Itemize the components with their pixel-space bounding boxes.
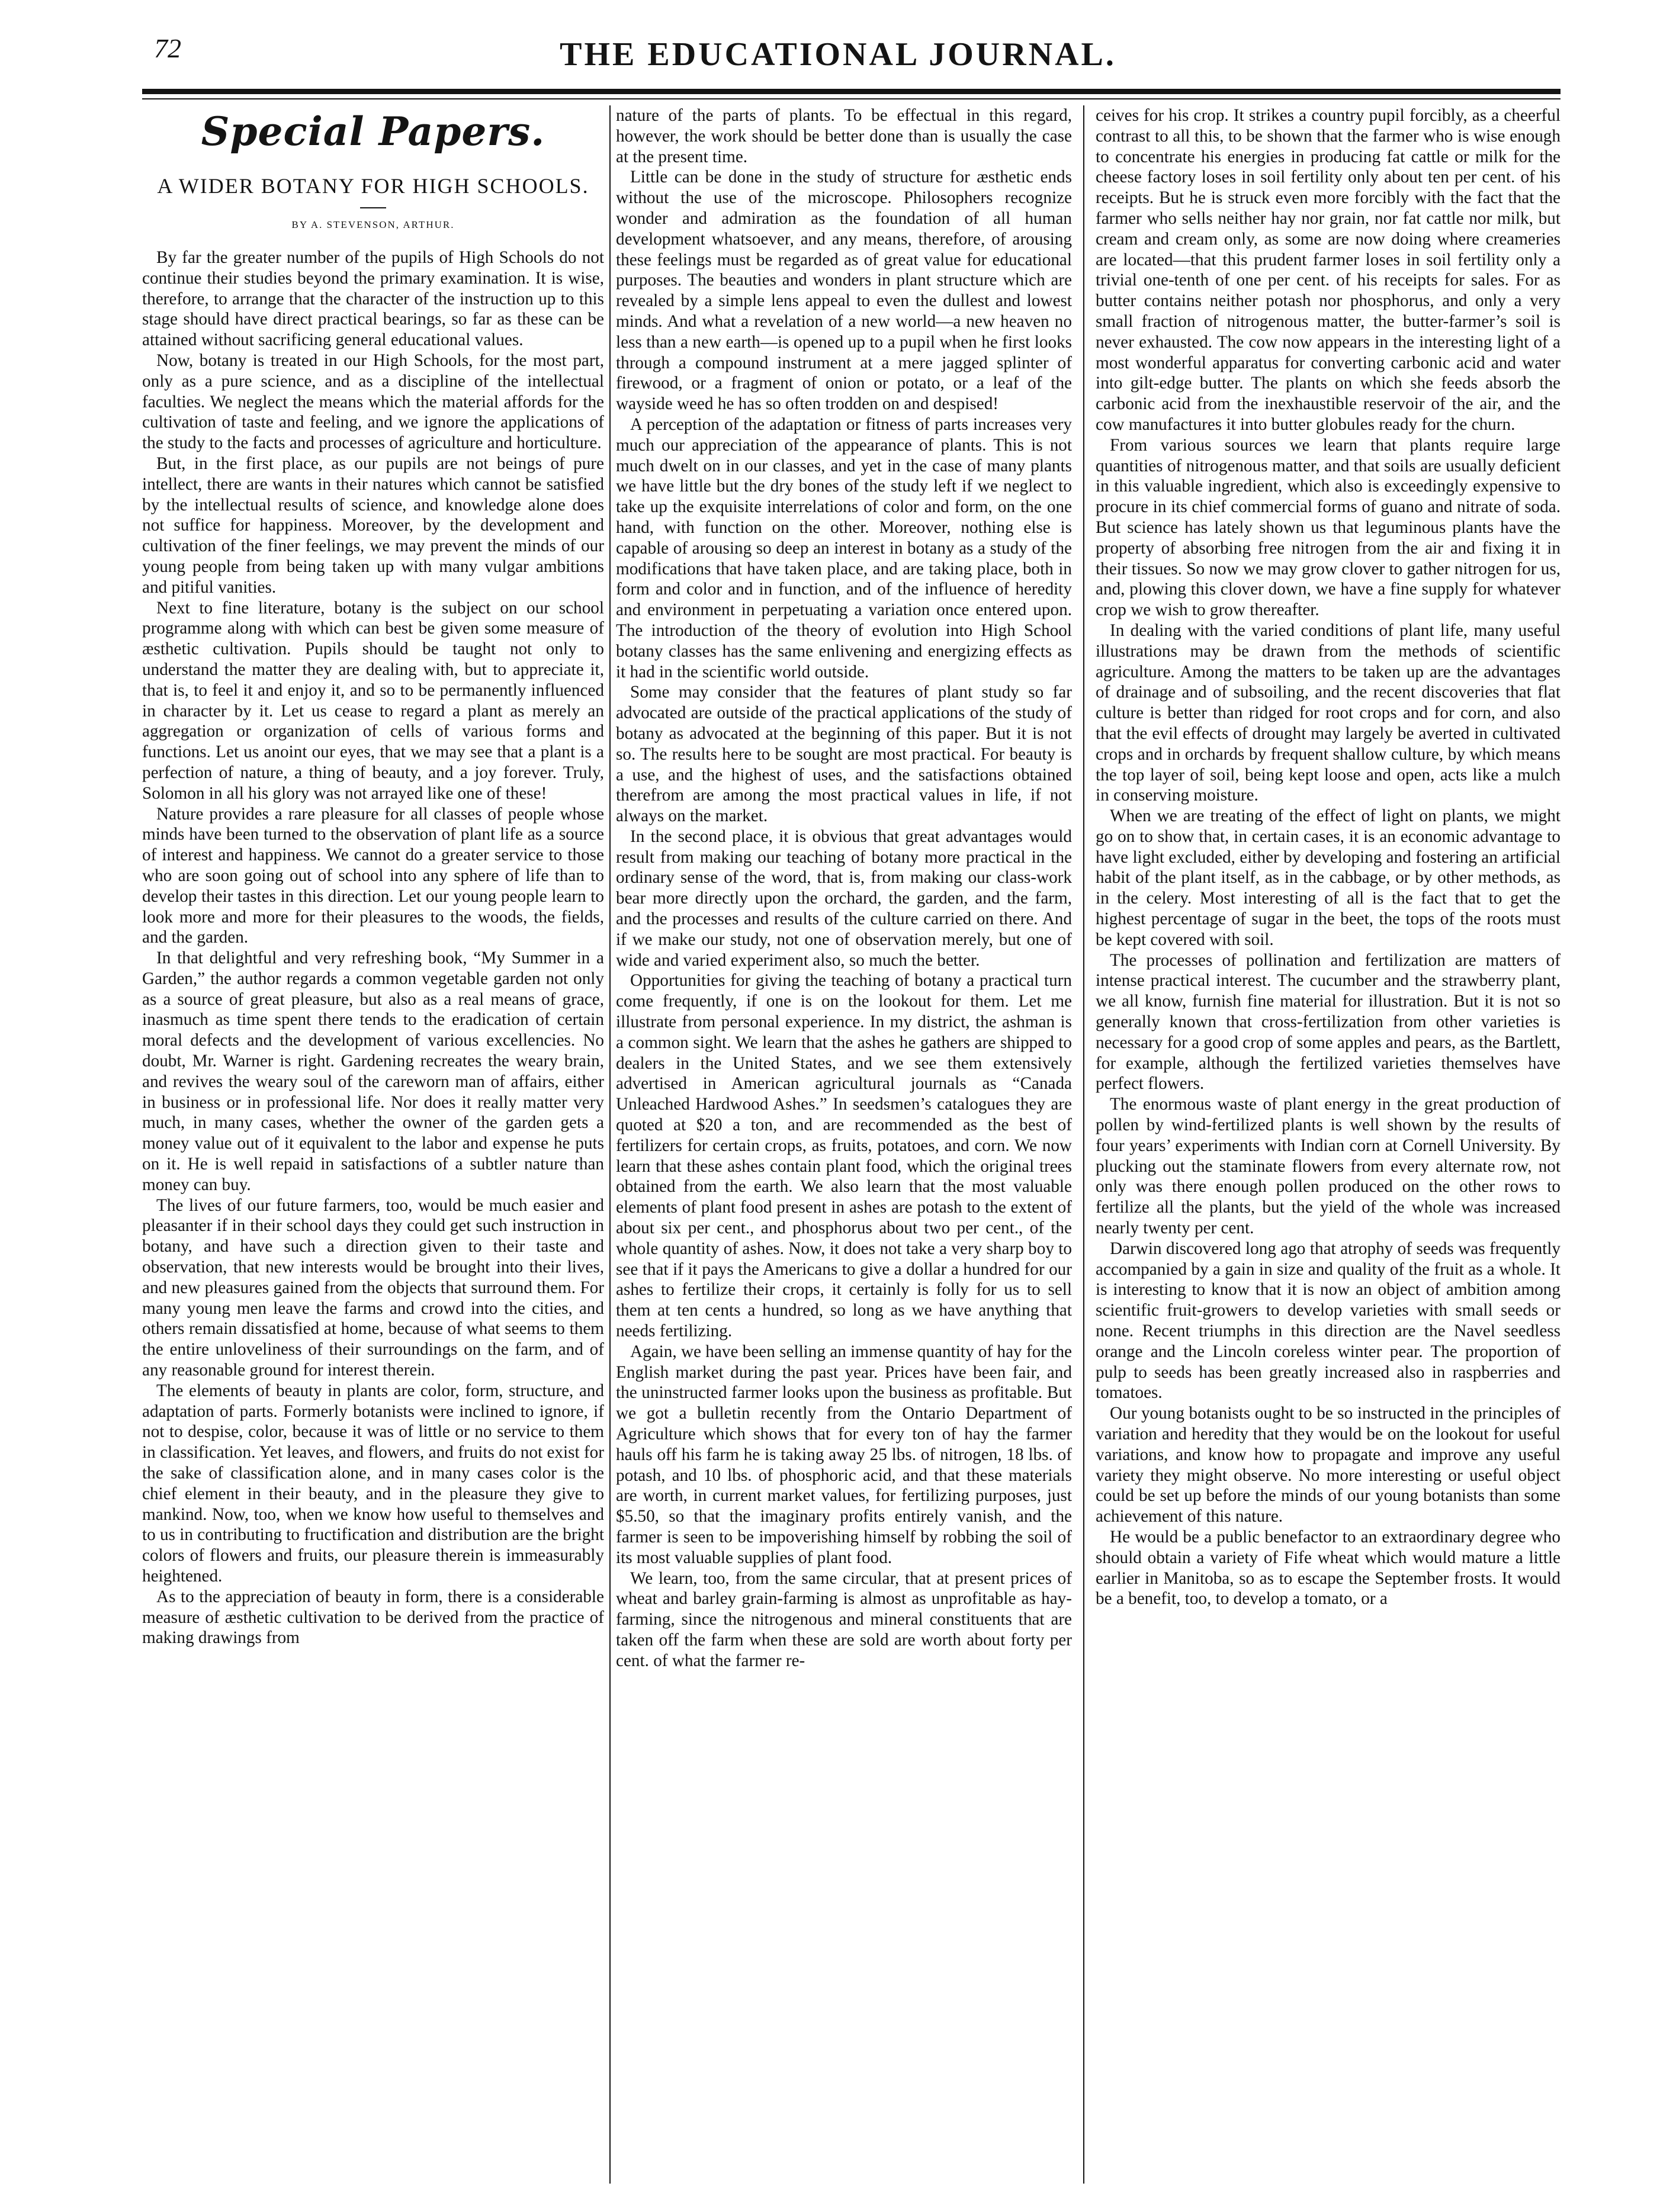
- article-byline: BY A. STEVENSON, ARTHUR.: [291, 219, 455, 230]
- column-1: [142, 105, 604, 2190]
- paragraph: He would be a public benefactor to an extraordinary degree who should obtain a variety of Fife wheat which would mature a little earlier in Manitoba, so as to escape the September frosts. It would be a benefit, too, to develop a tomato, or a: [1096, 1527, 1561, 1609]
- paragraph: Some may consider that the features of plant study so far advocated are outside of the practical applications of the study of botany as advocated at the beginning of this paper. But it is not so. The results here to be sought are most practical. For beauty is a use, and the highest of uses, and the satisfactions obtained therefrom are among the most practical values in life, if not always on the market.: [616, 683, 1072, 826]
- paragraph: We learn, too, from the same circular, that at present prices of wheat and barley grain-farming is almost as unprofitable as hay-farming, since the nitrogenous and mineral constituents that are taken off the farm when these are sold are worth about forty per cent. of what the farmer re-: [616, 1568, 1072, 1670]
- page-number: 72: [154, 33, 181, 63]
- paragraph: As to the appreciation of beauty in form, there is a considerable measure of æsthetic cultivation to be derived from the practice of making drawings from: [142, 1587, 604, 1648]
- column-divider: [1083, 105, 1084, 2184]
- section-heading: Special Papers.: [201, 108, 545, 155]
- paragraph: Nature provides a rare pleasure for all classes of people whose minds have been turned to the observation of plant life as a source of interest and happiness. We cannot do a greater service to those who are soon going out of school into any sphere of life than to develop their tastes in this direction. Let our young people learn to look more and more for their pleasures to the woods, the fields, and the garden.: [142, 804, 604, 947]
- paragraph: nature of the parts of plants. To be effectual in this regard, however, the work should be better done than is usually the case at the present time.: [616, 106, 1072, 166]
- paragraph: Little can be done in the study of structure for æsthetic ends without the use of the microscope. Philosophers recognize wonder and admiration as the foundation of all human development whatsoever, and any means, therefore, of arousing these feelings must be regarded as of great value for educational purposes. The beauties and wonders in plant structure which are revealed by a simple lens appeal to even the dullest and lowest minds. And what a revelation of a new world—a new heaven no less than a new earth—is opened up to a pupil when he first looks through a compound instrument at a mere jagged splinter of firewood, or a fragment of onion or potato, or a leaf of the wayside weed he has so often trodden on and despised!: [616, 168, 1072, 414]
- paragraph: A perception of the adaptation or fitness of parts increases very much our appreciation of the appearance of plants. This is not much dwelt on in our classes, and yet in the case of many plants we have little but the dry bones of the study left if we neglect to take up the exquisite interrelations of color and form, on the one hand, with function on the other. Moreover, nothing else is capable of arousing so deep an interest in botany as a study of the modifications that have taken place, and are taking place, both in form and color and in function, and of the influence of heredity and environment in perpetuating a variation once entered upon. The introduction of the theory of evolution into High School botany classes has the same enlivening and energizing effects as it had in the scientific world outside.: [616, 414, 1072, 681]
- paragraph: ceives for his crop. It strikes a country pupil forcibly, as a cheerful contrast to all this, to be shown that the farmer who is wise enough to concentrate his energies in producing fat cattle or milk for the cheese factory loses in soil fertility only about ten per cent. of his receipts. But he is struck even more forcibly with the fact that the farmer who sells neither hay nor grain, nor fat cattle nor milk, but cream and cream only, as some are now doing where creameries are located—that this prudent farmer loses in soil fertility only a trivial one-tenth of one per cent. of his receipts for sales. For as butter contains neither potash nor phosphorus, and only a very small fraction of nitrogenous matter, the butter-farmer’s soil is never exhausted. The cow now appears in the interesting light of a most wonderful apparatus for converting carbonic acid and water into gilt-edge butter. The plants on which she feeds absorb the carbonic acid from the inexhaustible reservoir of the air, and the cow manufactures it into butter globules ready for the churn.: [1096, 106, 1561, 434]
- paragraph: But, in the first place, as our pupils are not beings of pure intellect, there are wants in their natures which cannot be satisfied by the intellectual results of science, and knowledge alone does not suffice for happiness. Moreover, by the development and cultivation of the finer feelings, we may prevent the minds of our young people from being taken up with many vulgar ambitions and pitiful vanities.: [142, 454, 604, 597]
- journal-title: THE EDUCATIONAL JOURNAL.: [560, 36, 1116, 73]
- paragraph: In dealing with the varied conditions of plant life, many useful illustrations may be drawn from the methods of scientific agriculture. Among the matters to be taken up are the advantages of drainage and of subsoiling, and the recent discoveries that flat culture is better than ridged for root crops and for corn, and also that the evil effects of drought may largely be averted in cultivated crops and in orchards by frequent shallow culture, by which means the top layer of soil, being kept loose and open, acts like a mulch in conserving moisture.: [1096, 620, 1561, 805]
- paragraph: The enormous waste of plant energy in the great production of pollen by wind-fertilized plants is well shown by the results of four years’ experiments with Indian corn at Cornell University. By plucking out the staminate flowers from every alternate row, not only was there enough pollen produced on the other rows to fertilize all the plants, but the yield of the whole was increased nearly twenty per cent.: [1096, 1095, 1561, 1238]
- column-2: [616, 105, 1072, 2190]
- paragraph: In that delightful and very refreshing book, “My Summer in a Garden,” the author regards a common vegetable garden not only as a source of great pleasure, but also as a real means of grace, inasmuch as time spent there tends to the eradication of certain moral defects and the development of various excellencies. No doubt, Mr. Warner is right. Gardening recreates the weary brain, and revives the weary soul of the careworn man of affairs, either in business or in professional life. Nor does it really matter very much, in many cases, whether the owner of the garden gets a money value out of it equivalent to the labor and expense he puts on it. He is well repaid in satisfactions of a subtler nature than money can buy.: [142, 949, 604, 1194]
- paragraph: The elements of beauty in plants are color, form, structure, and adaptation of parts. Formerly botanists were inclined to ignore, if not to despise, color, because it was of little or no service to them in classification. Yet leaves, and flowers, and fruits do not exist for the sake of classification alone, and in many cases color is the chief element in their beauty, and in the pleasure they give to mankind. Now, too, when we know how useful to themselves and to us in contributing to fructification and distribution are the bright colors of flowers and fruits, our pleasure therein is immeasurably heightened.: [142, 1381, 604, 1586]
- paragraph: By far the greater number of the pupils of High Schools do not continue their studies beyond the primary examination. It is wise, therefore, to arrange that the character of the instruction up to this stage should have direct practical bearings, so far as these can be attained without sacrificing general educational values.: [142, 248, 604, 350]
- paragraph: Darwin discovered long ago that atrophy of seeds was frequently accompanied by a gain in size and quality of the fruit as a whole. It is interesting to know that it is now an object of ambition among scientific fruit-growers to develop varieties with small seeds or none. Recent triumphs in this direction are the Navel seedless orange and the Lincoln coreless winter pear. The proportion of pulp to seeds has been greatly increased also in raspberries and tomatoes.: [1096, 1239, 1561, 1403]
- paragraph: Now, botany is treated in our High Schools, for the most part, only as a pure science, and as a discipline of the intellectual faculties. We neglect the means which the material affords for the cultivation of taste and feeling, and we ignore the applications of the study to the facts and processes of agriculture and horticulture.: [142, 351, 604, 453]
- column-3: [1096, 105, 1561, 2190]
- paragraph: Again, we have been selling an immense quantity of hay for the English market during the past year. Prices have been fair, and the uninstructed farmer looks upon the business as profitable. But we got a bulletin recently from the Ontario Department of Agriculture which shows that for every ton of hay the farmer hauls off his farm he is taking away 25 lbs. of nitrogen, 18 lbs. of potash, and 10 lbs. of phosphoric acid, and that these materials are worth, in current market values, for fertilizing purposes, just $5.50, so that the imaginary profits entirely vanish, and the farmer is seen to be impoverishing himself by robbing the soil of its most valuable supplies of plant food.: [616, 1342, 1072, 1567]
- title-divider: [360, 207, 386, 208]
- paragraph: The processes of pollination and fertilization are matters of intense practical interest. The cucumber and the strawberry plant, we all know, furnish fine material for illustration. But it is not so generally known that cross-fertilization from other varieties is necessary for a good crop of some apples and pears, as the Bartlett, for example, although the fertilized varieties themselves have perfect flowers.: [1096, 950, 1561, 1094]
- header-rule-thin: [142, 98, 1561, 99]
- paragraph: When we are treating of the effect of light on plants, we might go on to show that, in certain cases, it is an economic advantage to have light excluded, either by developing and fostering an artificial habit of the plant itself, as in the cabbage, or by other methods, as in the celery. Most interesting of all is the fact that to get the highest percentage of sugar in the beet, the tops of the roots must be kept covered with soil.: [1096, 806, 1561, 949]
- paragraph: The lives of our future farmers, too, would be much easier and pleasanter if in their school days they could get such instruction in botany, and have such a direction given to their taste and observation, that new interests would be brought into their lives, and new pleasures gained from the objects that surround them. For many young men leave the farms and crowd into the cities, and others remain dissatisfied at home, because of what seems to them the entire unloveliness of their surroundings on the farm, and of any reasonable ground for interest therein.: [142, 1195, 604, 1380]
- paragraph: In the second place, it is obvious that great advantages would result from making our teaching of botany more practical in the ordinary sense of the word, that is, from making our class-work bear more directly upon the orchard, the garden, and the farm, and the processes and results of the culture carried on there. And if we make our study, not one of observation merely, but one of wide and varied experiment also, so much the better.: [616, 827, 1072, 970]
- column-divider: [609, 105, 611, 2184]
- header-rule: [142, 89, 1561, 94]
- paragraph: Next to fine literature, botany is the subject on our school programme along with which can best be given some measure of æsthetic cultivation. Pupils should be taught not only to understand the matter they are dealing with, but to appreciate it, that is, to feel it and enjoy it, and so to be permanently influenced in character by it. Let us cease to regard a plant as merely an aggregation or organization of cells of various forms and functions. Let us anoint our eyes, that we may see that a plant is a perfection of nature, a thing of beauty, and a joy forever. Truly, Solomon in all his glory was not arrayed like one of these!: [142, 598, 604, 803]
- paragraph: Opportunities for giving the teaching of botany a practical turn come frequently, if one is on the lookout for them. Let me illustrate from personal experience. In my district, the ashman is a common sight. We learn that the ashes he gathers are shipped to dealers in the United States, and we see them extensively advertised in American agricultural journals as “Canada Unleached Hardwood Ashes.” In seedsmen’s catalogues they are quoted at $20 a ton, and are recommended as the best of fertilizers for certain crops, as fruits, potatoes, and corn. We now learn that these ashes contain plant food, which the original trees obtained from the earth. We also learn that the most valuable elements of plant food present in ashes are potash to the extent of about six per cent., and phosphorus about two per cent., of the whole quantity of ashes. Now, it does not take a very sharp boy to see that if it pays the Americans to give a dollar a hundred for our ashes to fertilize their crops, it certainly is folly for us to sell them at ten cents a hundred, so long as we have anything that needs fertilizing.: [616, 971, 1072, 1341]
- article-title: A WIDER BOTANY FOR HIGH SCHOOLS.: [157, 174, 589, 198]
- paragraph: From various sources we learn that plants require large quantities of nitrogenous matter, and that soils are usually deficient in this valuable ingredient, which also is exceedingly expensive to procure in its chief commercial forms of guano and nitrate of soda. But science has lately shown us that leguminous plants have the property of absorbing free nitrogen from the air and fixing it in their tissues. So now we may grow clover to gather nitrogen for us, and, plowing this clover down, we have a fine supply for whatever crop we wish to grow thereafter.: [1096, 435, 1561, 620]
- paragraph: Our young botanists ought to be so instructed in the principles of variation and heredity that they would be on the lookout for useful variations, and know how to propagate and improve any useful variety they might observe. No more interesting or useful object could be set up before the minds of our young botanists than some achievement of this nature.: [1096, 1404, 1561, 1526]
